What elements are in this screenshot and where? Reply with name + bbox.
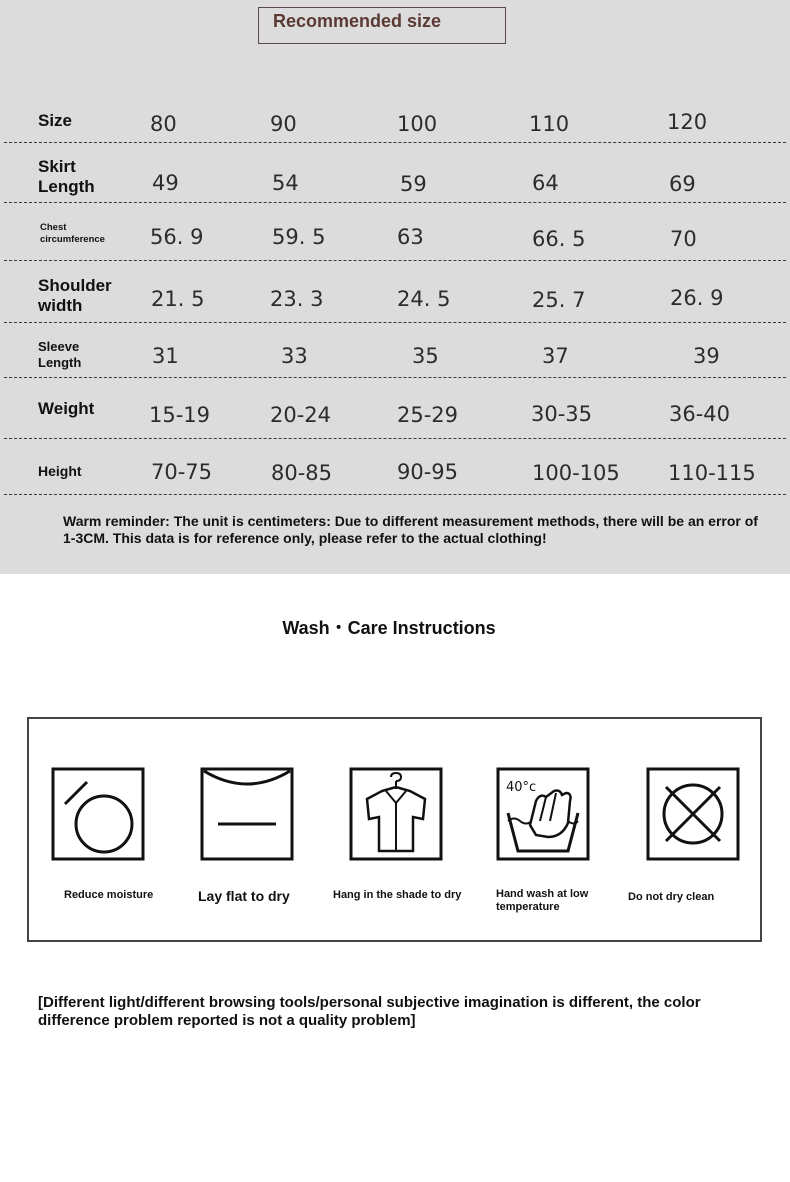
recommended-size-title: Recommended size bbox=[258, 7, 506, 44]
chest-cell: 63 bbox=[397, 225, 424, 249]
chest-cell: 59. 5 bbox=[272, 225, 326, 249]
weight-cell: 30-35 bbox=[531, 402, 593, 426]
sleeve-cell: 33 bbox=[281, 344, 308, 368]
weight-row bbox=[4, 378, 786, 439]
row-label-weight: Weight bbox=[38, 399, 95, 418]
size-row bbox=[4, 96, 786, 143]
sleeve-cell: 31 bbox=[152, 344, 179, 368]
size-cell: 120 bbox=[667, 110, 708, 134]
height-row bbox=[4, 439, 786, 495]
care-symbols-box bbox=[27, 717, 762, 942]
size-cell: 90 bbox=[270, 112, 297, 136]
tumble-dry-icon bbox=[51, 767, 145, 861]
height-cell: 90-95 bbox=[397, 460, 459, 484]
shoulder-cell: 24. 5 bbox=[397, 287, 451, 311]
size-cell: 110 bbox=[529, 112, 570, 136]
shade-dry-icon bbox=[349, 767, 443, 861]
chest-cell: 66. 5 bbox=[532, 227, 586, 251]
weight-cell: 25-29 bbox=[397, 403, 459, 427]
height-cell: 110-115 bbox=[668, 461, 756, 485]
color-difference-disclaimer: [Different light/different browsing tools/personal subjective imagination is different, the color difference problem reported is not a quality problem] bbox=[38, 994, 701, 1029]
skirt-length-row bbox=[4, 143, 786, 203]
size-cell: 100 bbox=[397, 112, 438, 136]
chest-row bbox=[4, 203, 786, 261]
sleeve-cell: 39 bbox=[693, 344, 720, 368]
skirt-length-cell: 64 bbox=[532, 171, 559, 195]
care-instructions-title: Wash・Care Instructions bbox=[282, 618, 496, 638]
sleeve-row bbox=[4, 323, 786, 378]
row-label-height: Height bbox=[38, 463, 82, 479]
shoulder-cell: 25. 7 bbox=[532, 288, 586, 312]
care-label-hand-wash: Hand wash at low temperature bbox=[496, 888, 589, 913]
row-label-sleeve: Sleeve Length bbox=[38, 339, 82, 370]
weight-cell: 20-24 bbox=[270, 403, 332, 427]
sleeve-cell: 37 bbox=[542, 344, 569, 368]
skirt-length-cell: 49 bbox=[152, 171, 179, 195]
chest-cell: 70 bbox=[670, 227, 697, 251]
hand-wash-icon bbox=[496, 767, 590, 861]
shoulder-cell: 21. 5 bbox=[151, 287, 205, 311]
height-cell: 70-75 bbox=[151, 460, 213, 484]
shoulder-row bbox=[4, 261, 786, 323]
row-label-size: Size bbox=[38, 111, 73, 130]
wash-temperature-label: 40°c bbox=[506, 780, 537, 795]
skirt-length-cell: 59 bbox=[400, 172, 427, 196]
care-label-shade-dry: Hang in the shade to dry bbox=[333, 889, 462, 901]
row-label-chest: Chest circumference bbox=[40, 222, 105, 245]
size-chart-panel bbox=[0, 0, 790, 574]
skirt-length-cell: 69 bbox=[669, 172, 696, 196]
dry-flat-icon bbox=[200, 767, 294, 861]
shoulder-cell: 23. 3 bbox=[270, 287, 324, 311]
care-label-lay-flat: Lay flat to dry bbox=[198, 888, 290, 904]
care-label-no-dry-clean: Do not dry clean bbox=[628, 891, 715, 903]
row-label-shoulder: Shoulder width bbox=[38, 276, 112, 315]
warm-reminder-text: Warm reminder: The unit is centimeters: Due to different measurement methods, there will be an error of 1-3CM. This data is for reference only, please refer to the actual clothing! bbox=[63, 513, 758, 546]
skirt-length-cell: 54 bbox=[272, 171, 299, 195]
shoulder-cell: 26. 9 bbox=[670, 286, 724, 310]
care-label-reduce-moisture: Reduce moisture bbox=[64, 889, 154, 901]
height-cell: 100-105 bbox=[532, 461, 620, 485]
row-label-skirt-length: Skirt Length bbox=[38, 157, 95, 196]
weight-cell: 15-19 bbox=[149, 403, 211, 427]
size-cell: 80 bbox=[150, 112, 177, 136]
height-cell: 80-85 bbox=[271, 461, 333, 485]
chest-cell: 56. 9 bbox=[150, 225, 204, 249]
weight-cell: 36-40 bbox=[669, 402, 731, 426]
no-dry-clean-icon bbox=[646, 767, 740, 861]
sleeve-cell: 35 bbox=[412, 344, 439, 368]
